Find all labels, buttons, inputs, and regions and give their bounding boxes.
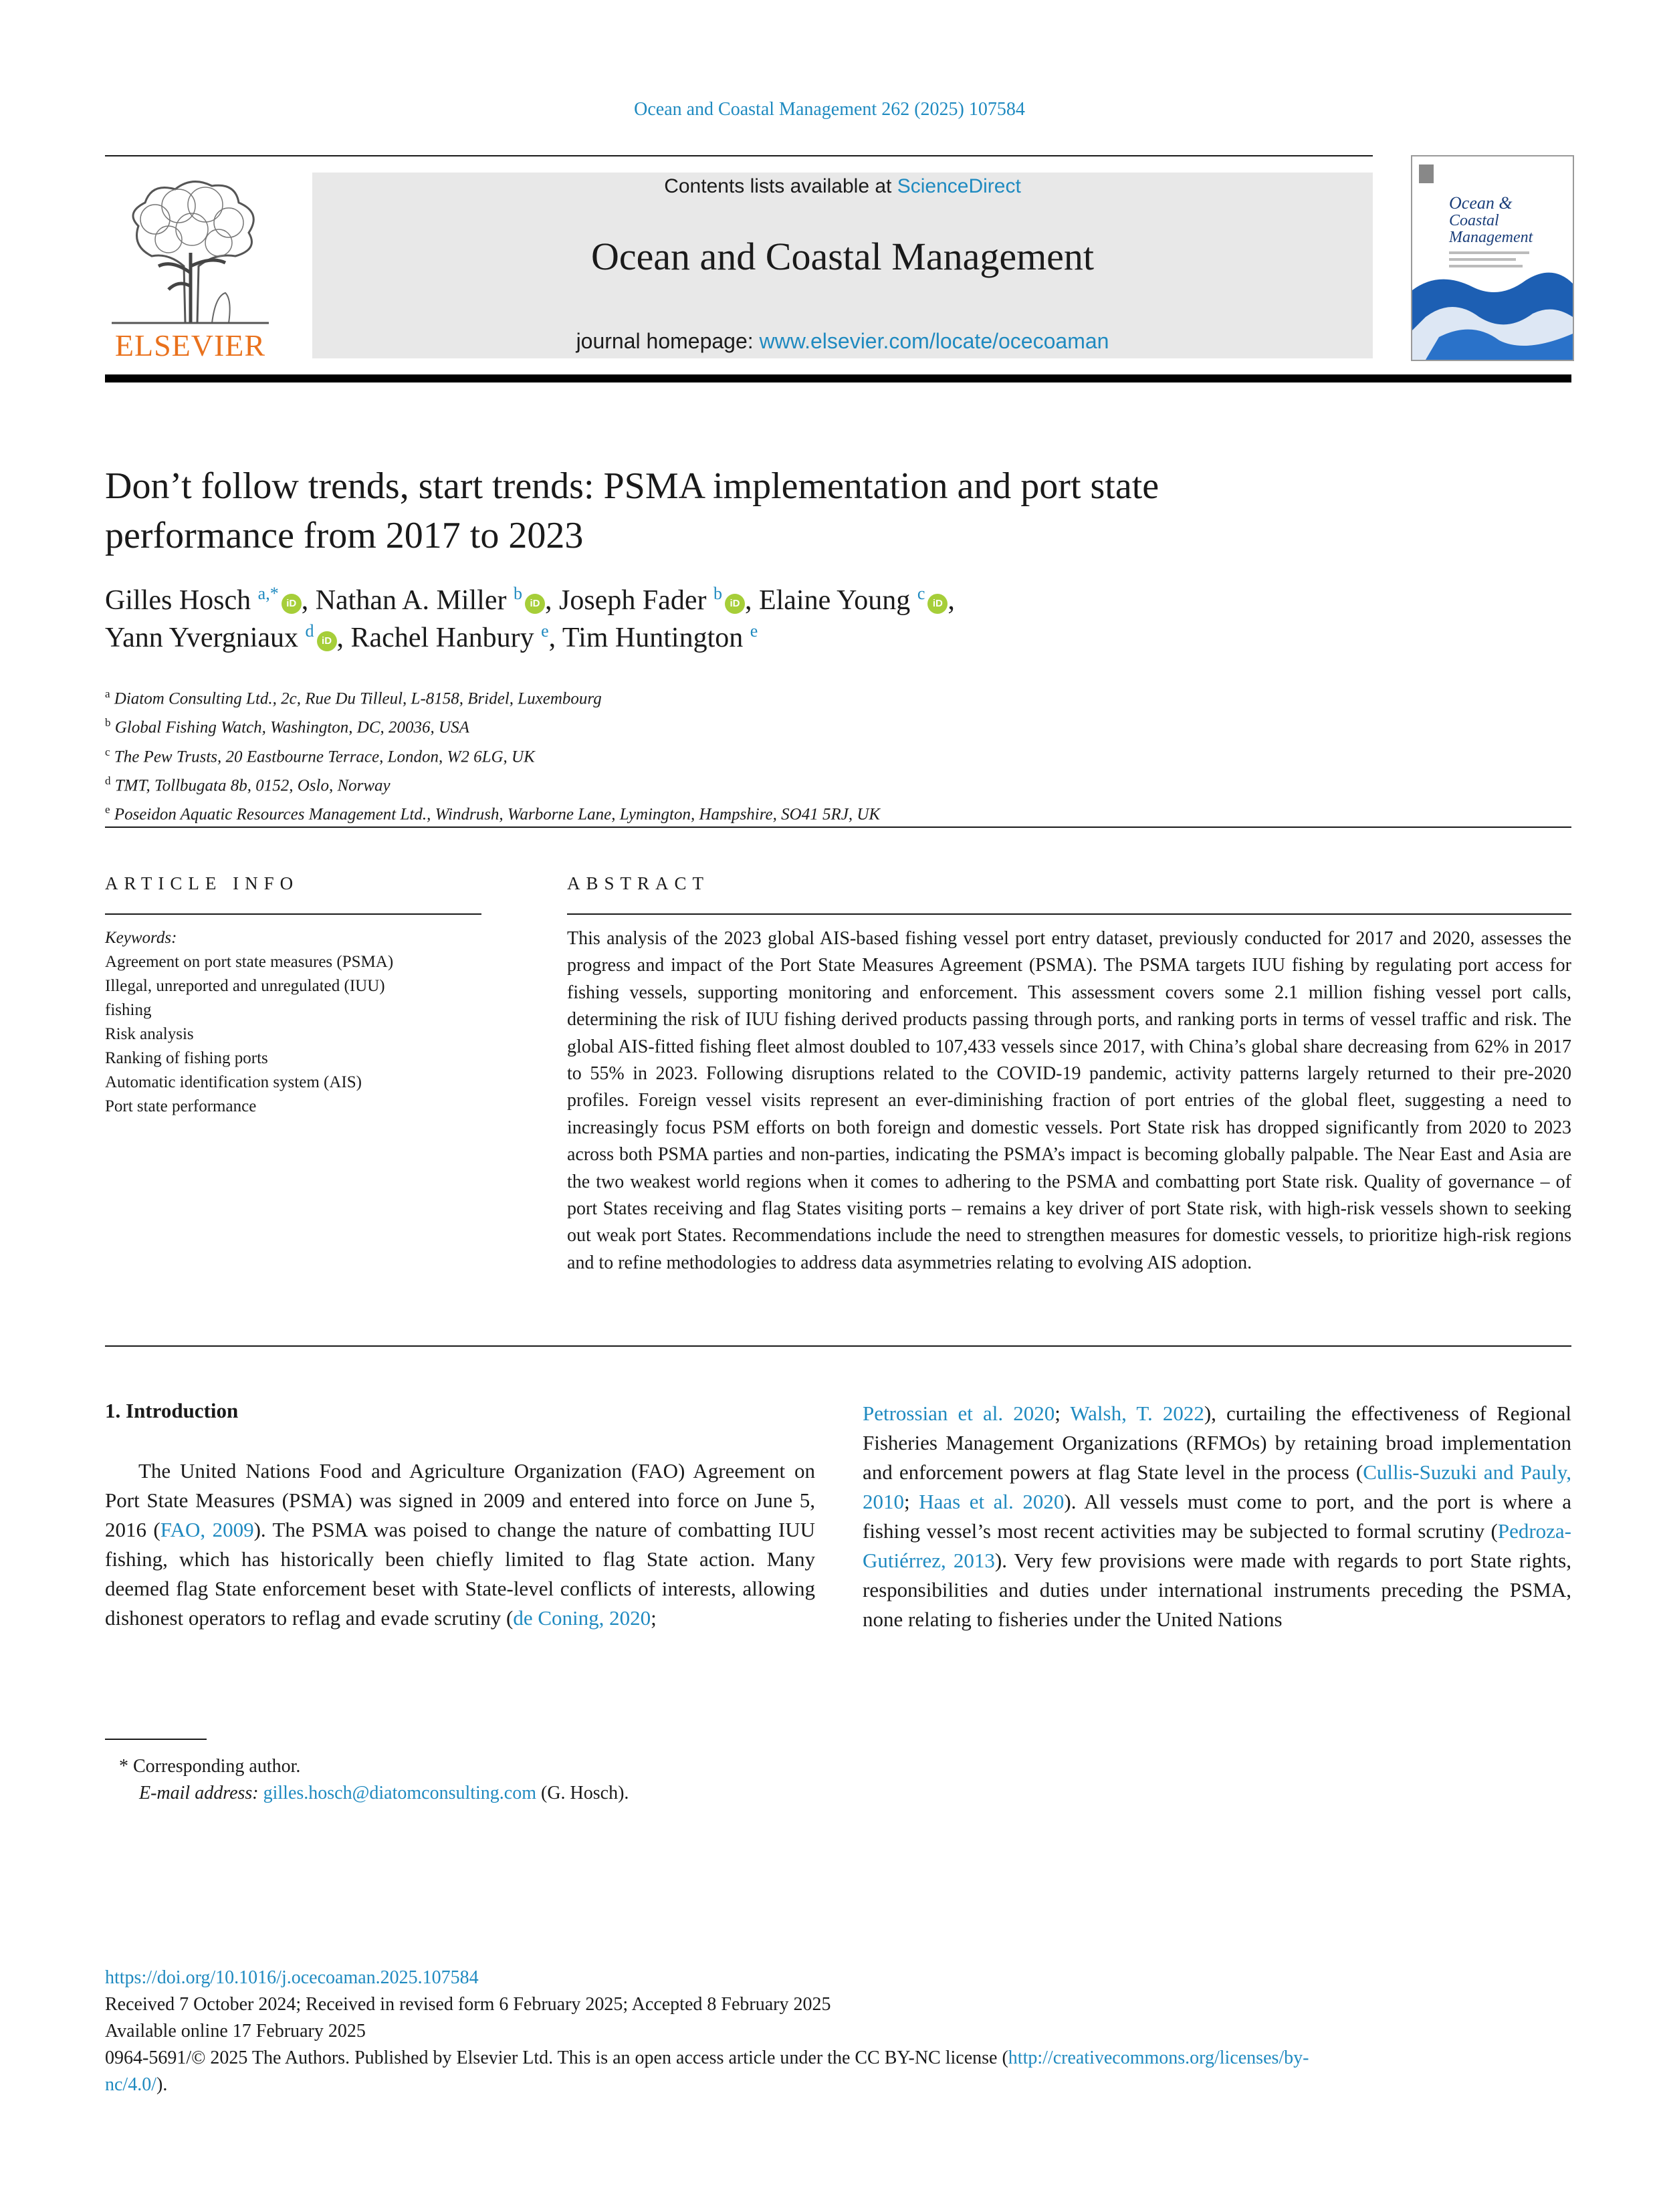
sciencedirect-link[interactable]: ScienceDirect (897, 175, 1021, 197)
license-link[interactable]: http://creativecommons.org/licenses/by- (1008, 2048, 1309, 2068)
article-metadata (105, 1965, 1571, 2098)
intro-right-column: Petrossian et al. 2020; Walsh, T. 2022), curtailing the effectiveness of Regional Fisheries Management Organizations (RFMOs) by retaining broad implementation and enforcement powers at flag State level in the process (Cullis-Suzuki and Pauly, 2010; Haas et al. 2020). All vessels must come to port, and the port is where a fishing vessel’s most recent activities may be subjected to formal scrutiny (Pedroza-Gutiérrez, 2013). Very few provisions were made with regards to port State rights, responsibilities and duties under international instruments preceding the PSMA, none relating to fisheries under the United Nations (863, 1402, 1572, 1631)
abstract-rule (567, 913, 1571, 915)
homepage-link[interactable]: www.elsevier.com/locate/ocecoaman (759, 329, 1109, 353)
author-name[interactable]: Nathan A. Miller (315, 585, 507, 616)
author-affiliation-marker[interactable]: e (541, 621, 549, 641)
license-link[interactable]: nc/4.0/ (105, 2074, 156, 2095)
journal-name: Ocean and Coastal Management (590, 235, 1095, 278)
article-info-heading: ARTICLE INFO (105, 873, 300, 893)
cover-title-line-3: Management (1449, 229, 1533, 246)
author-affiliation-marker[interactable]: d (305, 621, 314, 641)
author-affiliation-marker[interactable]: a,* (257, 584, 279, 603)
author-name[interactable]: Rachel Hanbury (350, 623, 534, 653)
introduction-heading: 1. Introduction (105, 1399, 239, 1422)
author-name[interactable]: Joseph Fader (558, 585, 707, 616)
author-email-link[interactable]: gilles.hosch@diatomconsulting.com (263, 1783, 537, 1803)
author-affiliation-marker[interactable]: b (713, 584, 722, 603)
license-statement: 0964-5691/© 2025 The Authors. Published by Elsevier Ltd. This is an open access article under the CC BY-NC license (http://creativecommons.org/licenses/by- nc/4.0/). (105, 2048, 1309, 2095)
citation-link[interactable]: Walsh, T. 2022 (1070, 1402, 1204, 1425)
keyword-item: Ranking of fishing ports (105, 1049, 268, 1067)
keywords-block (105, 926, 479, 1119)
intro-paragraph: The United Nations Food and Agriculture Organization (FAO) Agreement on Port State Measures (PSMA) was signed in 2009 and entered into force on June 5, 2016 (FAO, 2009). The PSMA was poised to change the nature of combatting IUU fishing, which has historically been chiefly limited to flag State action. Many deemed flag State enforcement beset with State-level conflicts of interests, allowing dishonest operators to reflag and evade scrutiny (de Coning, 2020; (105, 1459, 816, 1630)
doi-link[interactable]: https://doi.org/10.1016/j.ocecoaman.2025.107584 (105, 1967, 479, 1988)
abstract-body: This analysis of the 2023 global AIS-based fishing vessel port entry dataset, previously conducted for 2017 and 2020, assesses the progress and impact of the Port State Measures Agreement (PSMA). The PSMA targets IUU fishing by regulating port access for fishing vessels, supporting monitoring and enforcement. This assessment covers some 2.1 million fishing vessel port calls, determining the risk of IUU fishing derived products passing through ports, and ranking ports in terms of vessel traffic and risk. The global AIS-fitted fishing fleet almost doubled to 107,433 vessels since 2017, with China’s global share decreasing from 62% in 2017 to 55% in 2023. Following disruptions related to the COVID-19 pandemic, activity patterns largely returned to their pre-2020 profiles. Foreign vessel visits represent an ever-diminishing fraction of port entries of the global fleet, suggesting a need to increasingly focus PSM efforts on both foreign and domestic vessels. Port State risk has dropped significantly from 2020 to 2023 across both PSMA parties and non-parties, indicating the PSMA’s impact is becoming globally palpable. The Near East and Asia are the two weakest world regions when it comes to adhering to the PSMA and combatting port State risk. Quality of governance – of port States receiving and flag States visiting ports – remains a key driver of port State risk, with high-risk vessels shown to seeking out weak port States. Recommendations include the need to strengthen measures for domestic vessels, to prioritize high-risk regions and to refine methodologies to address data asymmetries relating to evolving AIS adoption. (567, 928, 1571, 1273)
intro-left-column (105, 1456, 815, 1633)
title-line-2: performance from 2017 to 2023 (105, 515, 584, 556)
orcid-icon[interactable]: iD (525, 594, 545, 614)
keyword-item: Agreement on port state measures (PSMA) (105, 953, 394, 971)
keyword-item: Risk analysis (105, 1025, 194, 1043)
abstract-heading: ABSTRACT (567, 873, 710, 893)
keyword-item: Illegal, unreported and unregulated (IUU) (105, 977, 385, 995)
received-dates: Received 7 October 2024; Received in revised form 6 February 2025; Accepted 8 February 2025 (105, 1994, 831, 2015)
orcid-icon[interactable]: iD (927, 594, 948, 614)
available-online-date: Available online 17 February 2025 (105, 2021, 366, 2041)
section-divider (105, 826, 1571, 828)
orcid-icon[interactable]: iD (317, 631, 337, 651)
cover-title-line-2: Coastal (1449, 212, 1499, 229)
affiliation-item: $^a$ Diatom Consulting Ltd., 2c, Rue Du Tilleul, L-8158, Bridel, Luxembourg (105, 687, 602, 708)
cover-title-line-1: Ocean & (1449, 193, 1513, 213)
affiliation-item: $^b$ Global Fishing Watch, Washington, DC, 20036, USA (105, 716, 469, 737)
contents-availability: Contents lists available at ScienceDirect (664, 175, 1021, 197)
author-name[interactable]: Elaine Young (758, 585, 911, 616)
elsevier-wordmark: ELSEVIER (114, 328, 266, 362)
masthead-bottom-rule (105, 374, 1571, 382)
citation-link[interactable]: Pedroza-Gutiérrez, 2013 (863, 1519, 1571, 1572)
section-divider (105, 1345, 1571, 1347)
affiliation-item: $^e$ Poseidon Aquatic Resources Management Ltd., Windrush, Warborne Lane, Lymington, Hampshire, SO41 5RJ, UK (105, 803, 881, 824)
orcid-icon[interactable]: iD (282, 594, 302, 614)
footnote-rule (105, 1739, 207, 1740)
citation-link[interactable]: Haas et al. 2020 (919, 1490, 1065, 1513)
affiliation-item: $^d$ TMT, Tollbugata 8b, 0152, Oslo, Norway (105, 774, 391, 795)
author-name[interactable]: Tim Huntington (562, 623, 744, 653)
keywords-heading: Keywords: (105, 929, 177, 947)
author-affiliation-marker[interactable]: e (750, 621, 758, 641)
author-affiliation-marker[interactable]: c (917, 584, 925, 603)
header-rule (105, 155, 1373, 156)
affiliations-list (105, 682, 1571, 827)
keyword-item: Automatic identification system (AIS) (105, 1073, 362, 1091)
journal-cover-thumbnail[interactable] (1411, 155, 1574, 361)
citation-link[interactable]: Petrossian et al. 2020 (863, 1402, 1055, 1425)
article-title (105, 461, 1442, 560)
journal-homepage: journal homepage: www.elsevier.com/locate/ocecoaman (576, 329, 1109, 353)
corresponding-author-footnote: * Corresponding author. E-mail address: gilles.hosch@diatomconsulting.com (G. Hosch). (119, 1756, 629, 1803)
title-line-1: Don’t follow trends, start trends: PSMA implementation and port state (105, 465, 1159, 507)
keyword-item: fishing (105, 1001, 152, 1019)
article-info-rule (105, 913, 481, 915)
author-affiliation-marker[interactable]: b (513, 584, 522, 603)
author-list: Gilles Hosch $^{a,*}$iD , Nathan A. Miller $^b$iD , Joseph Fader $^b$iD , Elaine Young $^c$iD , Yann Yvergniaux $^d$iD , Rachel Hanbury $^e$, Tim Huntington $^e$ (105, 584, 955, 653)
citation-link[interactable]: de Coning, 2020 (513, 1606, 651, 1630)
journal-reference[interactable]: Ocean and Coastal Management 262 (2025) 107584 (634, 99, 1025, 120)
keyword-item: Port state performance (105, 1097, 257, 1115)
affiliation-item: $^c$ The Pew Trusts, 20 Eastbourne Terrace, London, W2 6LG, UK (105, 745, 535, 766)
citation-link[interactable]: Cullis-Suzuki and Pauly, 2010 (863, 1460, 1572, 1513)
author-name[interactable]: Gilles Hosch (105, 585, 251, 616)
author-name[interactable]: Yann Yvergniaux (105, 623, 299, 653)
citation-link[interactable]: FAO, 2009 (160, 1518, 254, 1541)
orcid-icon[interactable]: iD (725, 594, 745, 614)
